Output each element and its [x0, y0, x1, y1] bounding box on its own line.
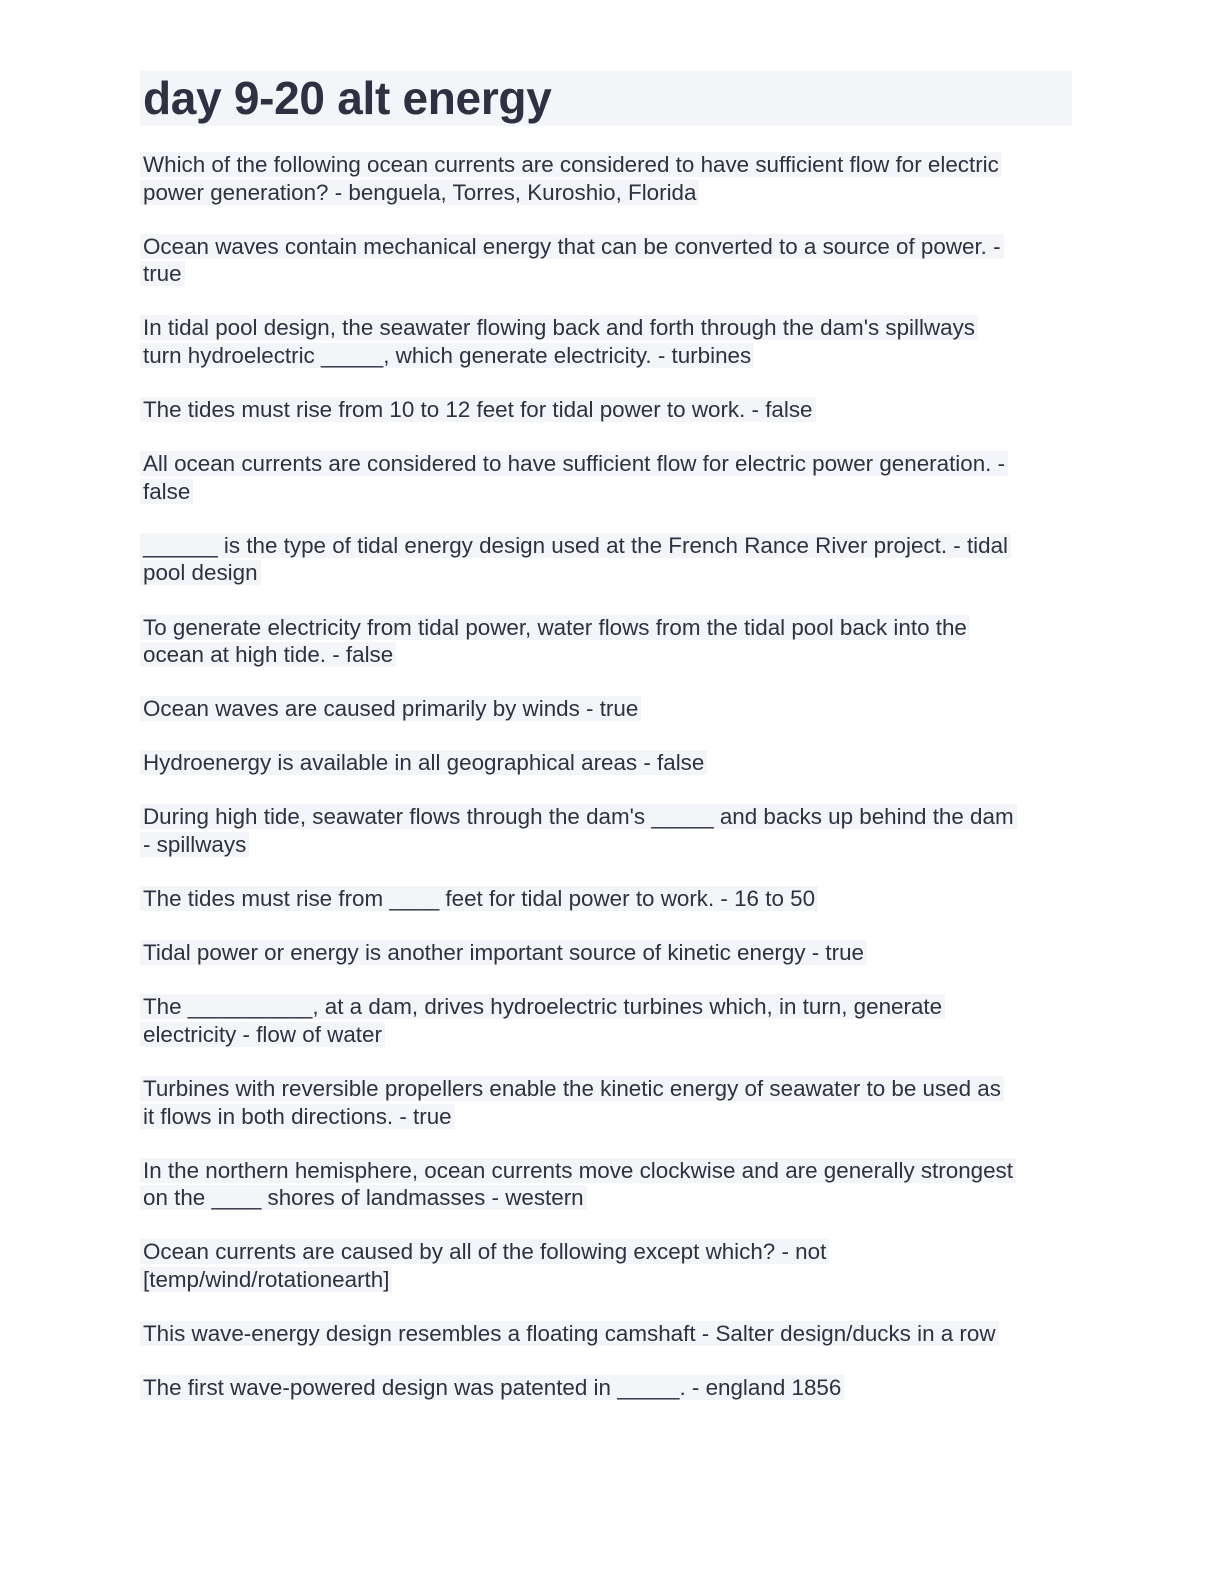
qa-item: [140, 1374, 1072, 1402]
qa-list: [140, 151, 1072, 1402]
qa-text-line1: ______ is the type of tidal energy design used at the French Rance River project. - tidal: [140, 533, 1011, 558]
qa-text-line1: In tidal pool design, the seawater flowing back and forth through the dam's spillways: [140, 315, 978, 340]
qa-item: [140, 1320, 1072, 1348]
qa-item: [140, 151, 1072, 206]
qa-text-line1: Ocean waves are caused primarily by winds - true: [140, 696, 641, 721]
qa-text-line1: This wave-energy design resembles a floating camshaft - Salter design/ducks in a row: [140, 1321, 999, 1346]
qa-text-line2: on the ____ shores of landmasses - western: [140, 1185, 587, 1210]
qa-text-line1: Ocean currents are caused by all of the following except which? - not: [140, 1239, 829, 1264]
qa-item: [140, 993, 1072, 1048]
qa-text-line1: The first wave-powered design was patented in _____. - england 1856: [140, 1375, 844, 1400]
qa-item: [140, 1157, 1072, 1212]
qa-text-line2: turn hydroelectric _____, which generate electricity. - turbines: [140, 343, 754, 368]
qa-item: [140, 749, 1072, 777]
qa-text-line2: it flows in both directions. - true: [140, 1104, 455, 1129]
qa-item: [140, 1075, 1072, 1130]
qa-text-line1: In the northern hemisphere, ocean currents move clockwise and are generally strongest: [140, 1158, 1016, 1183]
qa-item: [140, 233, 1072, 288]
document-title: day 9-20 alt energy: [143, 72, 552, 124]
qa-text-line1: During high tide, seawater flows through the dam's _____ and backs up behind the dam: [140, 804, 1017, 829]
qa-text-line2: pool design: [140, 560, 261, 585]
qa-item: [140, 396, 1072, 424]
qa-text-line1: Which of the following ocean currents are considered to have sufficient flow for electric: [140, 152, 1002, 177]
qa-item: [140, 885, 1072, 913]
qa-text-line2: true: [140, 261, 185, 286]
title-bar: [140, 71, 1072, 126]
qa-text-line2: electricity - flow of water: [140, 1022, 385, 1047]
qa-item: [140, 803, 1072, 858]
qa-item: [140, 314, 1072, 369]
qa-text-line2: ocean at high tide. - false: [140, 642, 396, 667]
qa-text-line2: - spillways: [140, 832, 249, 857]
qa-text-line1: The tides must rise from ____ feet for tidal power to work. - 16 to 50: [140, 886, 818, 911]
qa-text-line2: power generation? - benguela, Torres, Kuroshio, Florida: [140, 180, 699, 205]
qa-item: [140, 614, 1072, 669]
qa-text-line1: Hydroenergy is available in all geographical areas - false: [140, 750, 707, 775]
qa-text-line1: Ocean waves contain mechanical energy that can be converted to a source of power. -: [140, 234, 1004, 259]
document-page: [140, 71, 1072, 1428]
qa-text-line2: false: [140, 479, 193, 504]
qa-text-line1: To generate electricity from tidal power, water flows from the tidal pool back into the: [140, 615, 970, 640]
qa-text-line1: Tidal power or energy is another important source of kinetic energy - true: [140, 940, 867, 965]
qa-text-line1: The __________, at a dam, drives hydroelectric turbines which, in turn, generate: [140, 994, 945, 1019]
qa-text-line2: [temp/wind/rotationearth]: [140, 1267, 392, 1292]
qa-item: [140, 695, 1072, 723]
qa-item: [140, 1238, 1072, 1293]
qa-item: [140, 532, 1072, 587]
qa-item: [140, 450, 1072, 505]
qa-item: [140, 939, 1072, 967]
qa-text-line1: All ocean currents are considered to have sufficient flow for electric power generation. -: [140, 451, 1008, 476]
qa-text-line1: The tides must rise from 10 to 12 feet for tidal power to work. - false: [140, 397, 816, 422]
qa-text-line1: Turbines with reversible propellers enable the kinetic energy of seawater to be used as: [140, 1076, 1004, 1101]
